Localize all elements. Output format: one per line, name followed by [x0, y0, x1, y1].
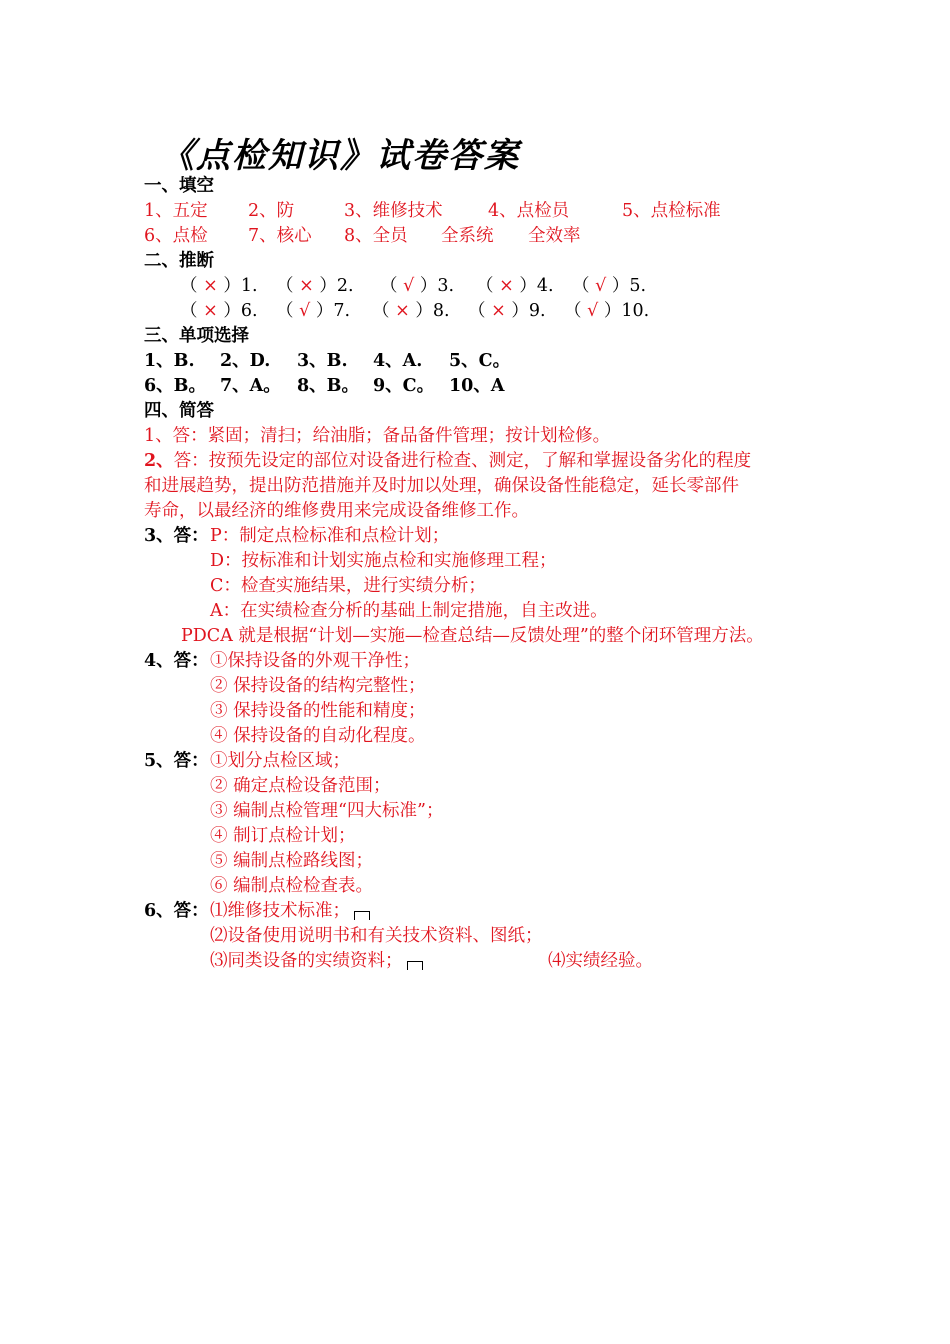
judge-mark: ×	[499, 276, 514, 296]
judge-mark: ×	[491, 301, 506, 321]
answer-5-item: ⑤ 编制点检路线图；	[210, 851, 374, 871]
answer-5-item: ② 确定点检设备范围；	[210, 776, 391, 796]
choice-answer: 7、A。	[220, 376, 281, 396]
answer-6-line-1	[0, 899, 950, 924]
answer-4-number: 4、答：	[144, 651, 209, 671]
answer-5-item: ④ 制订点检计划；	[210, 826, 356, 846]
answer-4-item: ③ 保持设备的性能和精度；	[210, 701, 426, 721]
choice-answer: 2、D.	[220, 351, 271, 371]
answer-5-item: ③ 编制点检管理“四大标准”；	[210, 801, 444, 821]
choice-answer: 10、A	[449, 376, 505, 396]
answer-6-number: 6、答：	[144, 901, 209, 921]
judge-item: （ × ）6.	[180, 301, 258, 321]
section-heading-judge: 二、推断	[144, 251, 214, 271]
judge-mark: ×	[203, 301, 218, 321]
answer-6-item: ⑶同类设备的实绩资料；	[210, 949, 423, 974]
judge-item: （ √ ）7.	[276, 301, 351, 321]
fill-answer: 1、五定	[144, 201, 208, 221]
answer-2-text: 答：按预先设定的部位对设备进行检查、测定，了解和掌握设备劣化的程度	[173, 451, 752, 471]
answer-2-line-2: 和进展趋势，提出防范措施并及时加以处理，确保设备性能稳定，延长零部件	[144, 476, 739, 496]
choice-row-2	[0, 374, 950, 399]
answer-3-line-p	[0, 524, 950, 549]
answer-6-item: ⑵设备使用说明书和有关技术资料、图纸；	[210, 926, 543, 946]
judge-item: （ × ）1.	[180, 276, 258, 296]
fill-answer: 7、核心	[248, 226, 312, 246]
section-heading-choice: 三、单项选择	[144, 326, 249, 346]
answer-4-line-1	[0, 649, 950, 674]
fill-answer: 4、点检员	[488, 201, 570, 221]
choice-answer: 3、B.	[297, 351, 348, 371]
choice-answer: 4、A.	[373, 351, 423, 371]
answer-6-item: ⑴维修技术标准；	[210, 899, 370, 924]
answer-3-d: D：按标准和计划实施点检和实施修理工程；	[210, 551, 557, 571]
fill-answer: 3、维修技术	[344, 201, 443, 221]
answer-3-summary: PDCA 就是根据“计划—实施—检查总结—反馈处理”的整个闭环管理方法。	[181, 626, 764, 646]
fill-answer: 5、点检标准	[622, 201, 721, 221]
bracket-mark-icon	[407, 961, 423, 970]
answer-5-number: 5、答：	[144, 751, 209, 771]
fill-answer: 全效率	[528, 226, 581, 246]
judge-item: （ × ）2.	[276, 276, 354, 296]
answer-5-item: ①划分点检区域；	[210, 751, 350, 771]
choice-row-1	[0, 349, 950, 374]
judge-mark: √	[403, 276, 415, 296]
answer-3-number: 3、答：	[144, 526, 209, 546]
answer-2-line-3: 寿命，以最经济的维修费用来完成设备维修工作。	[144, 501, 529, 521]
judge-mark: √	[299, 301, 311, 321]
answer-4-item: ④ 保持设备的自动化程度。	[210, 726, 426, 746]
judge-mark: ×	[395, 301, 410, 321]
fill-row-1	[0, 199, 950, 224]
document-title: 《点检知识》试卷答案	[160, 136, 520, 176]
answer-4-item: ② 保持设备的结构完整性；	[210, 676, 426, 696]
judge-mark: ×	[203, 276, 218, 296]
judge-mark: √	[595, 276, 607, 296]
judge-row-1	[0, 274, 950, 299]
fill-row-2	[0, 224, 950, 249]
answer-4-item: ①保持设备的外观干净性；	[210, 651, 420, 671]
judge-item: （ × ）4.	[476, 276, 554, 296]
judge-item: （ × ）8.	[372, 301, 450, 321]
answer-6-line-3	[0, 949, 950, 974]
judge-mark: √	[587, 301, 599, 321]
fill-answer: 2、防	[248, 201, 295, 221]
bracket-mark-icon	[354, 911, 370, 920]
answer-2-line-1	[144, 449, 751, 474]
choice-answer: 9、C。	[373, 376, 435, 396]
fill-answer: 8、全员	[344, 226, 408, 246]
answer-3-a: A：在实绩检查分析的基础上制定措施，自主改进。	[210, 601, 608, 621]
answer-3-c: C：检查实施结果，进行实绩分析；	[210, 576, 486, 596]
answer-1: 1、答：紧固；清扫；给油脂；备品备件管理；按计划检修。	[144, 426, 611, 446]
answer-2-number: 2、	[144, 451, 174, 471]
choice-answer: 6、B。	[144, 376, 206, 396]
judge-mark: ×	[299, 276, 314, 296]
section-heading-fill: 一、填空	[144, 176, 214, 196]
answer-3-p: P：制定点检标准和点检计划；	[210, 526, 450, 546]
judge-row-2	[0, 299, 950, 324]
fill-answer: 6、点检	[144, 226, 208, 246]
fill-answer: 全系统	[441, 226, 494, 246]
judge-item: （ √ ）5.	[572, 276, 647, 296]
judge-item: （ × ）9.	[468, 301, 546, 321]
choice-answer: 1、B.	[144, 351, 195, 371]
section-heading-qa: 四、简答	[144, 401, 214, 421]
judge-item: （ √ ）10.	[564, 301, 650, 321]
choice-answer: 5、C。	[449, 351, 511, 371]
choice-answer: 8、B。	[297, 376, 359, 396]
answer-5-item: ⑥ 编制点检检查表。	[210, 876, 374, 896]
answer-5-line-1	[0, 749, 950, 774]
judge-item: （ √ ）3.	[380, 276, 455, 296]
answer-6-item: ⑷实绩经验。	[548, 951, 653, 971]
